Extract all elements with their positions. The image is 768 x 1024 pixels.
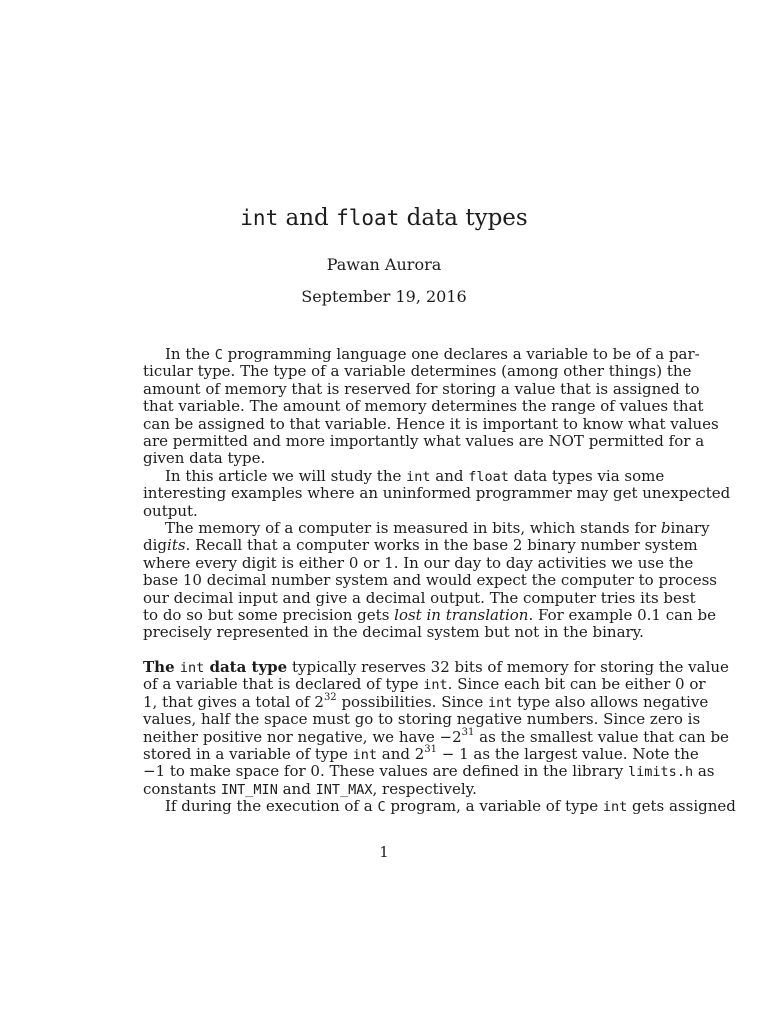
- p2-line-2: interesting examples where an uninformed programmer may get unexpected: [143, 484, 731, 503]
- page-number: 1: [379, 843, 389, 861]
- p3-line-2: digits. Recall that a computer works in the base 2 binary number system: [143, 536, 698, 555]
- title-and: and: [285, 205, 329, 231]
- p4-line-7: −1 to make space for 0. These values are defined in the library limits.h as: [143, 762, 715, 781]
- paper-title: [0, 203, 768, 233]
- p4-line-5: neither positive nor negative, we have $-2^{31}$ as the smallest value that can be: [143, 726, 729, 746]
- publication-date: September 19, 2016: [301, 287, 467, 306]
- p4-line-6: stored in a variable of type int and $2^{31} - 1$ as the largest value. Note the: [143, 744, 699, 763]
- title-keyword-float: float: [336, 206, 400, 230]
- p1-line-5: can be assigned to that variable. Hence it is important to know what values: [143, 414, 719, 433]
- p2-line-1: In this article we will study the int and float data types via some: [165, 466, 665, 485]
- p3-line-6: to do so but some precision gets lost in translation. For example 0.1 can be: [143, 606, 716, 624]
- author-name: Pawan Aurora: [326, 255, 442, 274]
- p4-line-1: The int data type typically reserves 32 bits of memory for storing the value: [143, 658, 729, 676]
- p3-line-1: The memory of a computer is measured in bits, which stands for binary: [165, 519, 710, 537]
- p3-line-5: our decimal input and give a decimal output. The computer tries its best: [143, 588, 696, 607]
- title-keyword-int: int: [240, 206, 279, 230]
- p5-line-1: If during the execution of a C program, a variable of type int gets assigned: [165, 797, 736, 816]
- p4-line-3: 1, that gives a total of $2^{32}$ possibilities. Since int type also allows negative: [143, 691, 709, 711]
- p1-line-2: ticular type. The type of a variable determines (among other things) the: [143, 362, 692, 381]
- p1-line-3: amount of memory that is reserved for storing a value that is assigned to: [143, 379, 700, 398]
- p1-line-6: are permitted and more importantly what values are NOT permitted for a: [143, 432, 705, 450]
- p3-line-7: precisely represented in the decimal system but not in the binary.: [143, 623, 644, 642]
- p1-line-1: In the C programming language one declares a variable to be of a par-: [165, 345, 700, 363]
- p3-line-3: where every digit is either 0 or 1. In our day to day activities we use the: [143, 553, 694, 572]
- section-heading-int: The: [143, 658, 180, 676]
- p4-line-4: values, half the space must go to storing negative numbers. Since zero is: [143, 710, 701, 729]
- p1-line-4: that variable. The amount of memory determines the range of values that: [143, 397, 704, 416]
- p3-line-4: base 10 decimal number system and would expect the computer to process: [143, 571, 717, 590]
- p4-line-2: of a variable that is declared of type int. Since each bit can be either 0 or: [143, 675, 706, 694]
- title-rest: data types: [406, 205, 528, 231]
- p2-line-3: output.: [143, 501, 198, 520]
- p1-line-7: given data type.: [143, 449, 266, 468]
- p4-line-8: constants INT_MIN and INT_MAX, respectively.: [143, 779, 477, 798]
